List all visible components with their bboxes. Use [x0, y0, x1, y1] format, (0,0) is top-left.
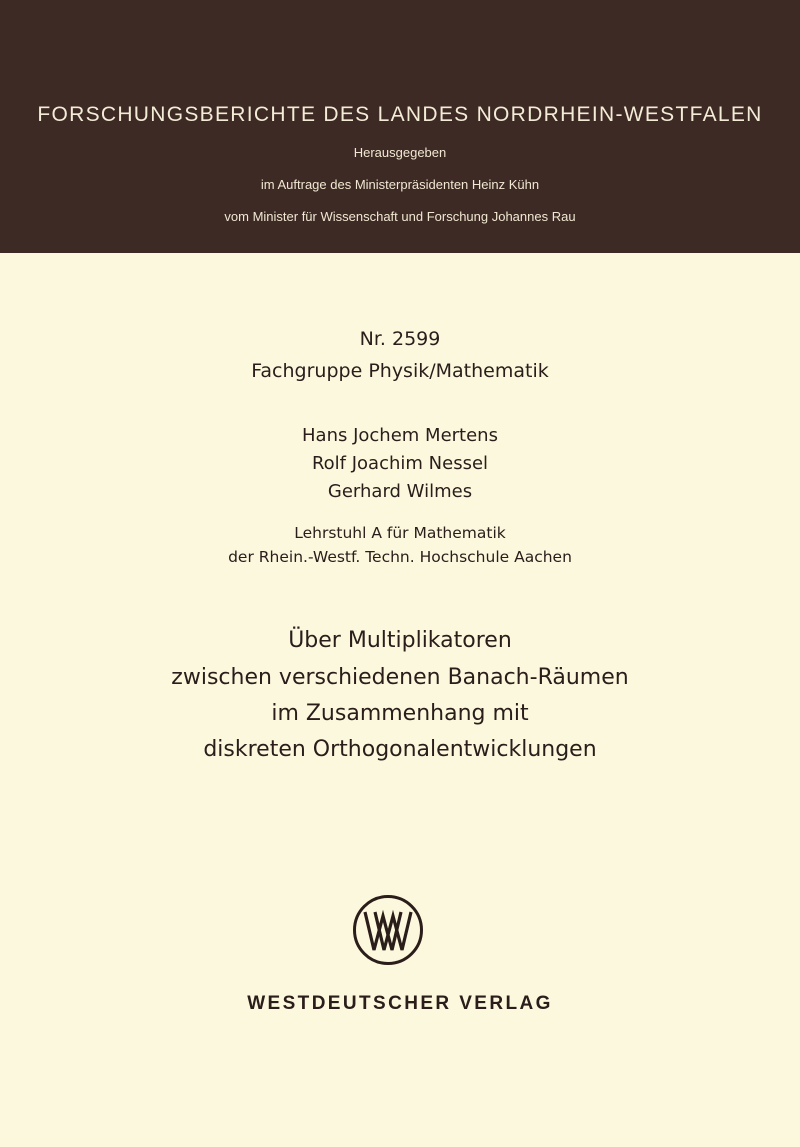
publisher-name: WESTDEUTSCHER VERLAG: [247, 993, 553, 1014]
institution-line: Lehrstuhl A für Mathematik: [294, 524, 506, 542]
author-name: Hans Jochem Mertens: [302, 425, 498, 446]
book-title-line: diskreten Orthogonalentwicklungen: [203, 737, 597, 762]
header-band: [0, 0, 800, 253]
report-number: Nr. 2599: [359, 328, 441, 350]
institution-line: der Rhein.-Westf. Techn. Hochschule Aachen: [228, 548, 572, 566]
series-title: FORSCHUNGSBERICHTE DES LANDES NORDRHEIN-WESTFALEN: [37, 103, 763, 126]
header-commission-line: im Auftrage des Ministerpräsidenten Heinz Kühn: [260, 177, 540, 192]
author-name: Gerhard Wilmes: [327, 481, 473, 502]
subject-group: Fachgruppe Physik/Mathematik: [251, 360, 549, 382]
book-title-line: zwischen verschiedenen Banach-Räumen: [171, 665, 629, 690]
book-title-line: im Zusammenhang mit: [271, 701, 529, 726]
author-name: Rolf Joachim Nessel: [311, 453, 489, 474]
header-minister-line: vom Minister für Wissenschaft und Forschung Johannes Rau: [224, 209, 576, 224]
westdeutscher-verlag-ww-logo-icon: [352, 894, 424, 966]
book-title-line: Über Multiplikatoren: [288, 628, 512, 653]
header-editor-line: Herausgegeben: [353, 145, 447, 160]
